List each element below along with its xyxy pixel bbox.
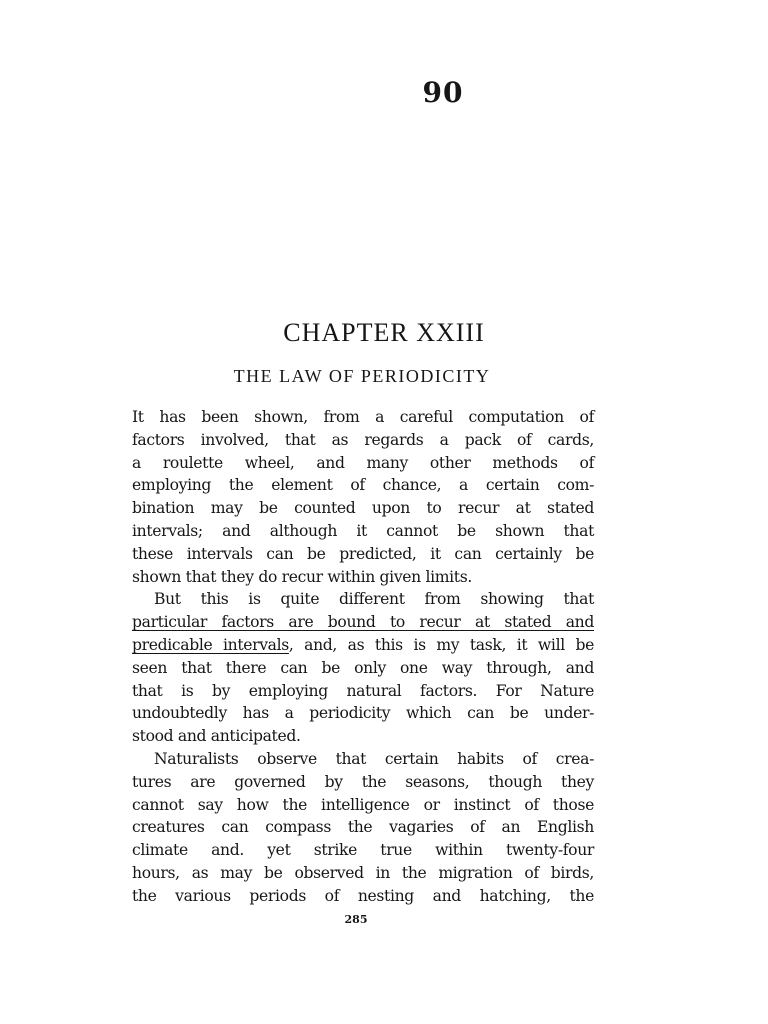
text-line: these intervals can be predicted, it can certainly be: [132, 544, 594, 563]
text-line: the various periods of nesting and hatching, the: [132, 886, 594, 905]
text-line: creatures can compass the vagaries of an English: [132, 818, 594, 837]
line-continuation: , and, as this is my task, it will be: [288, 635, 594, 654]
text-line: that is by employing natural factors. For Nature: [132, 681, 594, 700]
text-line: bination may be counted upon to recur at stated: [132, 499, 594, 518]
text-line: Naturalists observe that certain habits of crea-: [154, 749, 594, 768]
text-line: factors involved, that as regards a pack of cards,: [132, 430, 594, 449]
text-line: But this is quite different from showing that: [154, 590, 594, 609]
text-line: stood and anticipated.: [132, 727, 301, 746]
text-line: cannot say how the intelligence or instinct of those: [132, 795, 594, 814]
underlined-phrase: predicable intervals: [132, 635, 289, 654]
chapter-heading: CHAPTER XXIII: [283, 318, 485, 347]
text-line: [132, 634, 594, 657]
body-text: [132, 406, 594, 908]
text-line: seen that there can be only one way through, and: [132, 658, 594, 677]
text-line: employing the element of chance, a certain com-: [132, 476, 594, 495]
text-line: hours, as may be observed in the migration of birds,: [132, 863, 594, 882]
text-line: climate and. yet strike true within twenty-four: [132, 841, 594, 860]
text-line: tures are governed by the seasons, though they: [132, 772, 594, 791]
text-line: It has been shown, from a careful computation of: [132, 408, 594, 426]
text-line: intervals; and although it cannot be shown that: [132, 521, 594, 540]
folio-page-number: 285: [344, 913, 368, 926]
text-line: a roulette wheel, and many other methods of: [132, 453, 594, 472]
underlined-text-line: particular factors are bound to recur at stated and: [132, 613, 594, 632]
chapter-title: THE LAW OF PERIODICITY: [233, 366, 491, 386]
text-line: shown that they do recur within given limits.: [132, 567, 472, 586]
text-line: undoubtedly has a periodicity which can be under-: [132, 704, 594, 723]
top-page-number: 90: [422, 76, 464, 109]
